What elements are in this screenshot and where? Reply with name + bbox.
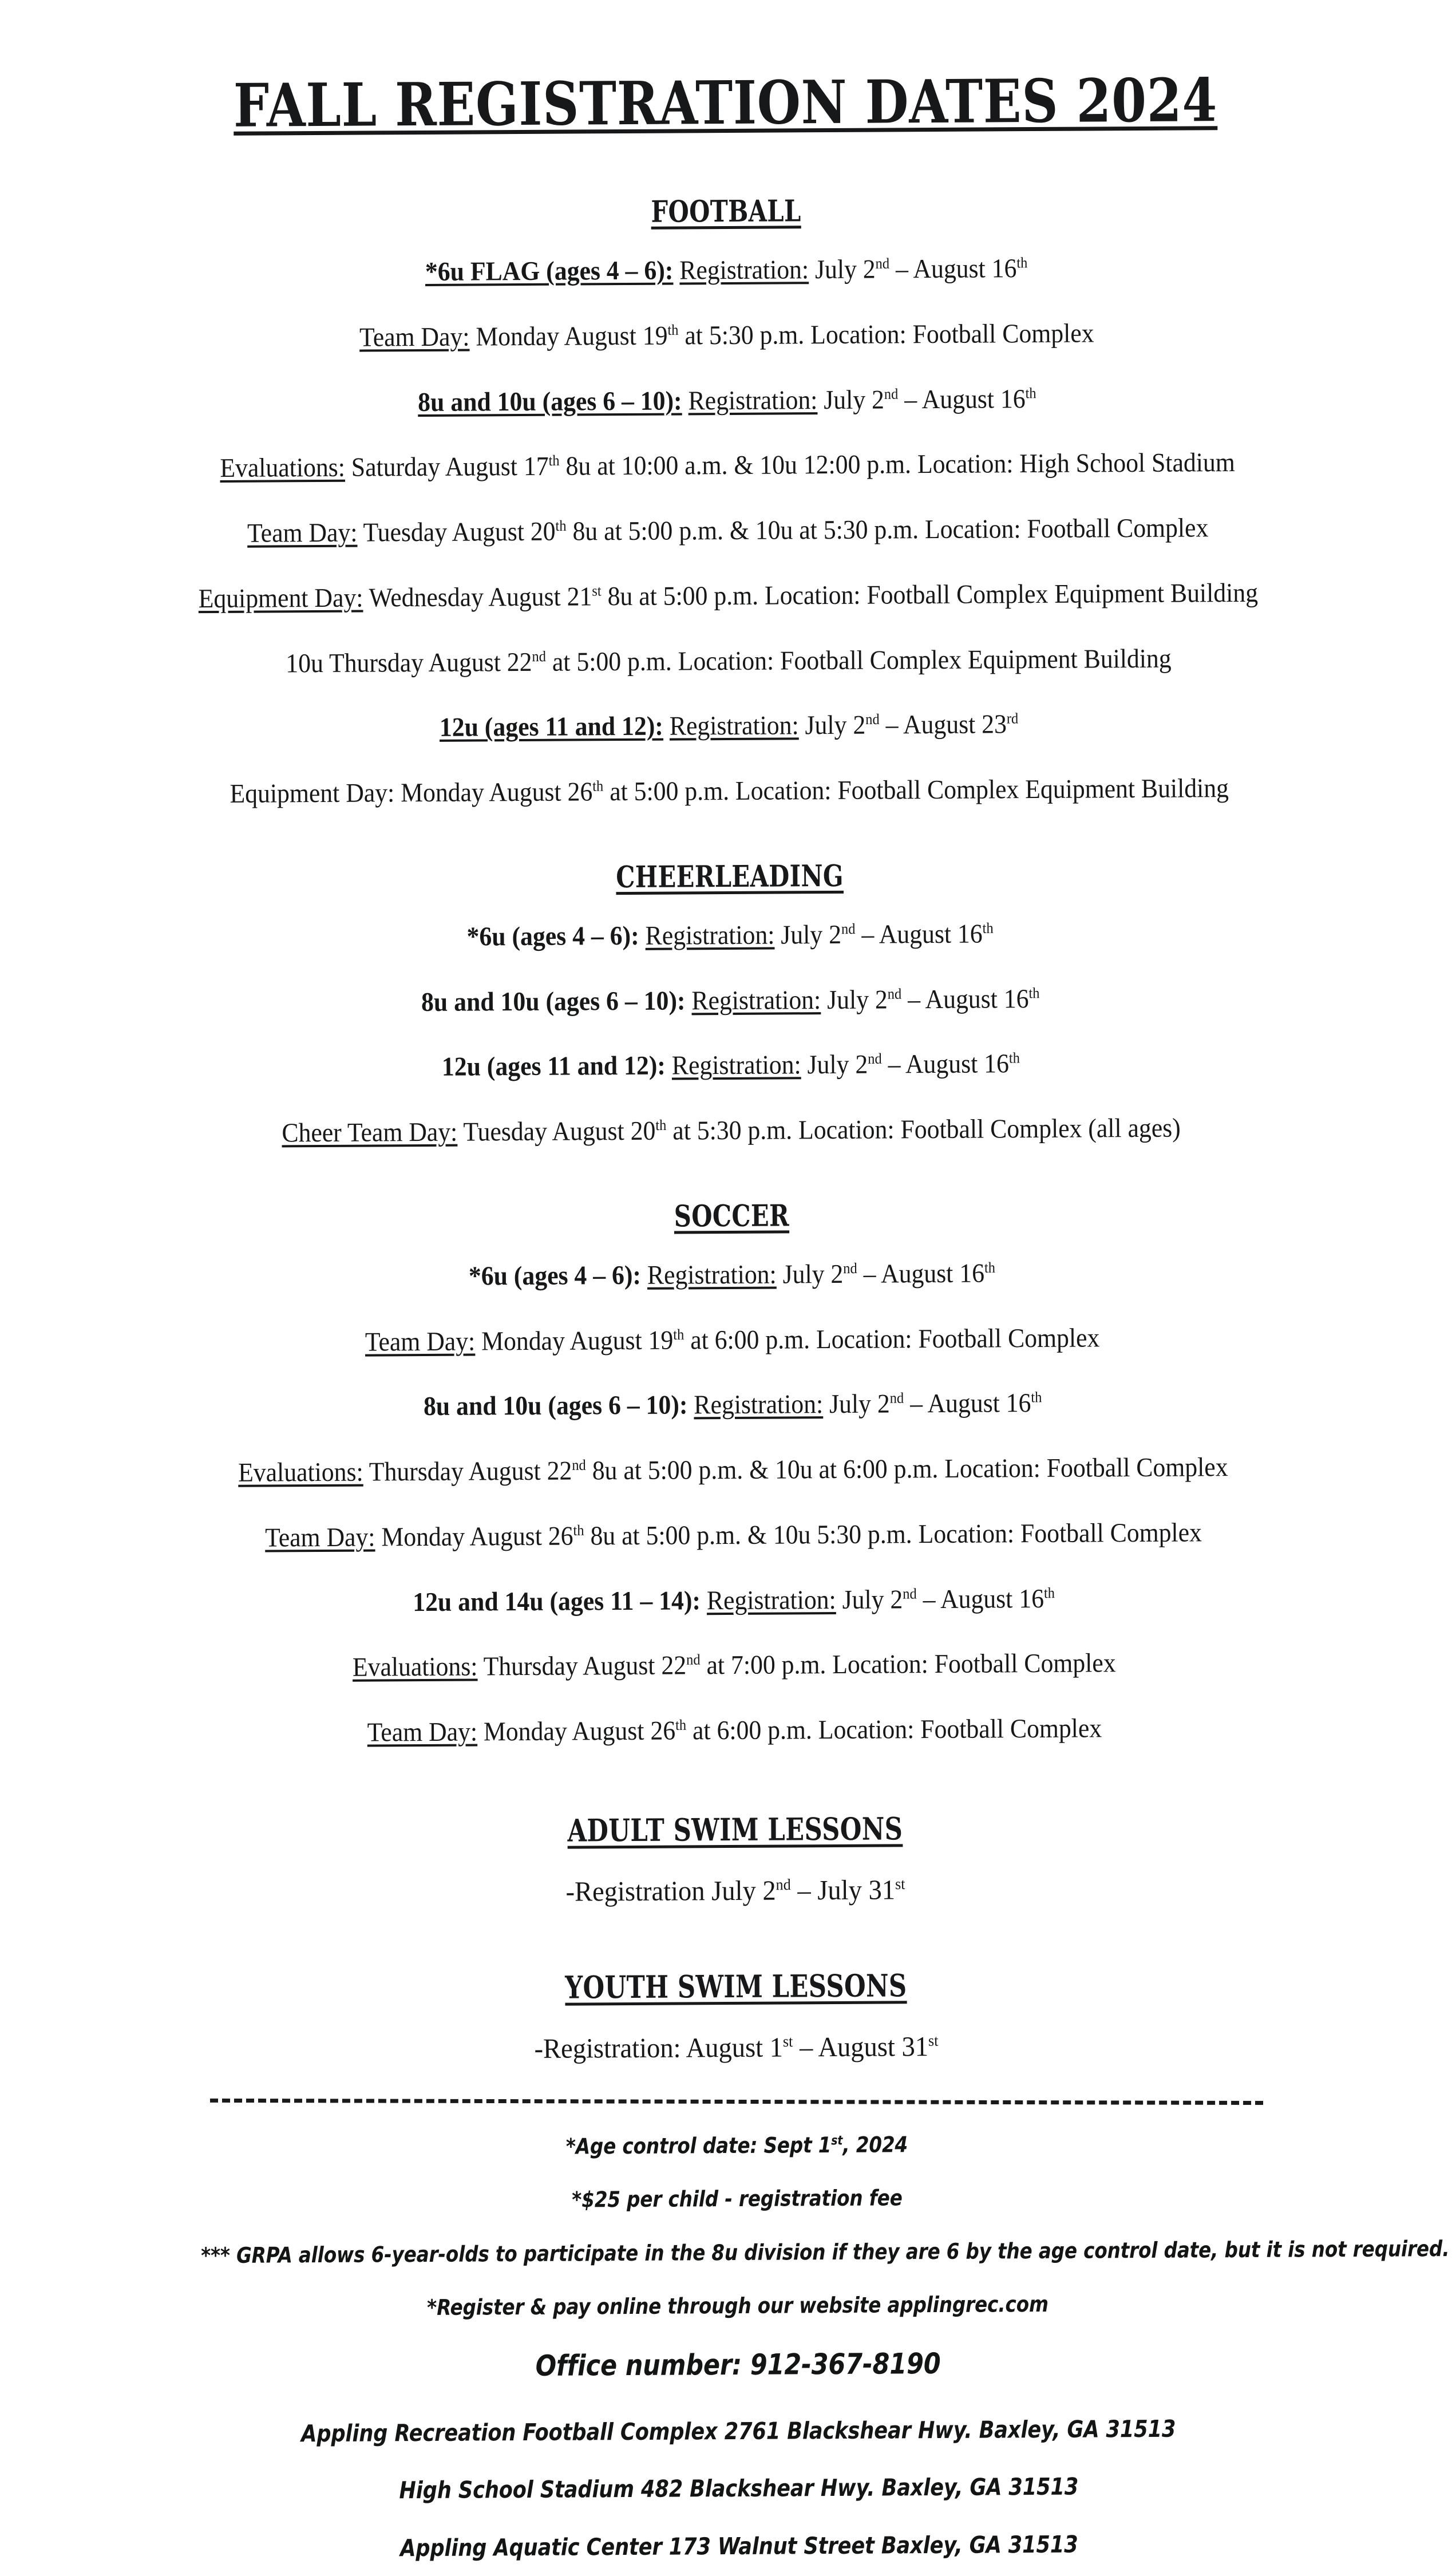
footer-line-4	[201, 2288, 1274, 2325]
detail-line-soccer-1	[152, 1253, 1312, 1297]
detail-line-cheerleading-4-run-1: Tuesday August 20	[457, 1116, 656, 1147]
detail-line-football-5-run-1: Tuesday August 20	[357, 516, 556, 548]
detail-line-football-3-run-3: July 2	[817, 385, 885, 415]
detail-line-soccer-7	[154, 1643, 1315, 1688]
detail-line-cheerleading-2-run-0: 8u and 10u (ages 6 – 10):	[421, 986, 686, 1017]
detail-line-football-4-run-3: 8u at 10:00 a.m. & 10u 12:00 p.m. Location: High School Stadium	[559, 448, 1235, 482]
detail-line-cheerleading-1	[150, 913, 1311, 958]
detail-line-football-9-ordinal-suffix: th	[592, 777, 604, 795]
detail-line-adult-swim-lessons-1	[143, 1867, 1328, 1914]
detail-line-soccer-2-run-1: Monday August 19	[475, 1325, 674, 1357]
detail-line-football-3-run-1	[682, 386, 688, 416]
detail-line-soccer-1-run-3: July 2	[776, 1259, 844, 1290]
footer-line-3-run-0: *** GRPA allows 6-year-olds to participate in the 8u division if they are 6 by the age control date, but it is not required.	[200, 2235, 1450, 2268]
detail-line-football-8	[149, 704, 1309, 749]
detail-line-football-3-run-2: Registration:	[688, 385, 818, 416]
detail-line-soccer-3-run-1	[687, 1390, 694, 1420]
detail-line-football-1-run-1	[673, 256, 679, 286]
detail-line-football-7-run-2: at 5:00 p.m. Location: Football Complex Equipment Building	[545, 643, 1172, 677]
detail-line-adult-swim-lessons-1-ordinal-suffix: st	[895, 1875, 905, 1893]
detail-line-football-1-run-3: July 2	[808, 254, 876, 285]
section-adult-swim-lessons	[111, 1811, 1359, 1914]
detail-line-cheerleading-4	[151, 1108, 1312, 1153]
detail-line-football-9-run-2: at 5:00 p.m. Location: Football Complex Equipment Building	[603, 773, 1229, 807]
detail-line-cheerleading-2-run-5: – August 16	[901, 983, 1029, 1014]
detail-line-cheerleading-1-run-2: Registration:	[645, 920, 775, 951]
detail-line-soccer-3-run-0: 8u and 10u (ages 6 – 10):	[423, 1390, 688, 1422]
detail-line-soccer-1-ordinal-suffix: th	[984, 1259, 996, 1276]
section-youth-swim-lessons	[112, 1968, 1360, 2071]
detail-line-cheerleading-4-ordinal-suffix: th	[655, 1117, 667, 1134]
detail-line-cheerleading-2-run-1	[685, 986, 691, 1016]
section-cheerleading	[106, 859, 1355, 1153]
detail-line-cheerleading-3-run-3: July 2	[801, 1050, 868, 1080]
detail-line-football-8-run-0: 12u (ages 11 and 12):	[439, 711, 664, 743]
detail-line-soccer-6-run-2: Registration:	[706, 1585, 836, 1615]
detail-line-soccer-2	[152, 1318, 1313, 1362]
detail-line-soccer-8-run-3: at 6:00 p.m. Location: Football Complex	[686, 1713, 1102, 1746]
detail-line-football-6-run-1: Wednesday August 21	[363, 582, 592, 613]
detail-line-football-7	[148, 639, 1309, 684]
detail-line-soccer-6-ordinal-suffix: th	[1043, 1584, 1055, 1601]
footer-line-6	[202, 2411, 1275, 2451]
detail-line-football-2-run-3: at 5:30 p.m. Location: Football Complex	[678, 318, 1094, 351]
detail-line-football-8-ordinal-suffix: nd	[865, 711, 880, 728]
detail-line-football-9-run-0: Equipment Day: Monday August 26	[230, 777, 593, 809]
detail-line-football-5-ordinal-suffix: th	[555, 517, 567, 535]
detail-line-football-2	[147, 313, 1307, 358]
detail-line-football-1-run-0: *6u FLAG (ages 4 – 6):	[425, 255, 674, 287]
detail-line-youth-swim-lessons-1-run-2: – August 31	[793, 2030, 929, 2063]
detail-line-soccer-2-run-0: Team Day:	[365, 1326, 476, 1357]
detail-line-cheerleading-3-run-2: Registration:	[671, 1050, 801, 1081]
detail-line-football-6-run-3: 8u at 5:00 p.m. Location: Football Complex Equipment Building	[601, 578, 1259, 612]
detail-line-football-8-run-2: Registration:	[669, 710, 799, 741]
detail-line-soccer-2-ordinal-suffix: th	[673, 1326, 685, 1343]
detail-line-soccer-8	[155, 1708, 1315, 1753]
detail-line-soccer-3-run-5: – August 16	[904, 1388, 1031, 1419]
detail-line-adult-swim-lessons-1-run-2: – July 31	[790, 1874, 896, 1906]
detail-line-soccer-1-run-2: Registration:	[647, 1259, 777, 1290]
detail-line-football-1-run-2: Registration:	[679, 255, 809, 286]
footer-line-3	[200, 2234, 1450, 2271]
detail-line-football-6-run-0: Equipment Day:	[198, 583, 363, 614]
detail-line-soccer-3-run-2: Registration:	[694, 1389, 824, 1420]
detail-line-cheerleading-1-run-5: – August 16	[855, 919, 983, 950]
detail-line-football-3-run-5: – August 16	[898, 384, 1026, 414]
detail-line-football-2-run-1: Monday August 19	[469, 321, 668, 352]
footer-line-7-run-0: High School Stadium 482 Blackshear Hwy. Baxley, GA 31513	[399, 2473, 1079, 2504]
detail-line-soccer-1-ordinal-suffix: nd	[843, 1260, 857, 1277]
detail-line-youth-swim-lessons-1-ordinal-suffix: st	[782, 2033, 793, 2051]
section-heading-football: FOOTBALL	[651, 193, 801, 230]
sections-container	[102, 193, 1360, 2071]
section-heading-cheerleading: CHEERLEADING	[616, 858, 844, 895]
section-soccer	[108, 1198, 1358, 1753]
detail-line-soccer-3-run-3: July 2	[823, 1389, 890, 1420]
footer-line-5-run-0: Office number: 912-367-8190	[535, 2346, 941, 2383]
detail-line-cheerleading-3-run-5: – August 16	[881, 1049, 1010, 1080]
detail-line-soccer-5-run-3: 8u at 5:00 p.m. & 10u 5:30 p.m. Location: Football Complex	[584, 1518, 1202, 1551]
footer-line-1	[200, 2127, 1273, 2164]
footer-line-1-run-0: *Age control date: Sept 1	[565, 2132, 832, 2159]
detail-line-football-1-ordinal-suffix: nd	[875, 255, 890, 272]
detail-line-soccer-1-run-1	[641, 1261, 647, 1290]
detail-line-football-1-ordinal-suffix: th	[1016, 254, 1028, 271]
detail-line-football-8-run-5: – August 23	[879, 709, 1007, 740]
detail-line-soccer-4-run-3: 8u at 5:00 p.m. & 10u at 6:00 p.m. Location: Football Complex	[585, 1452, 1228, 1486]
detail-line-soccer-6-ordinal-suffix: nd	[903, 1585, 917, 1602]
section-football	[102, 193, 1353, 814]
detail-line-cheerleading-1-run-1	[639, 921, 646, 951]
detail-line-cheerleading-2	[150, 978, 1311, 1023]
detail-line-cheerleading-1-ordinal-suffix: th	[982, 919, 994, 937]
detail-line-soccer-8-run-0: Team Day:	[367, 1717, 478, 1748]
detail-line-soccer-6-run-5: – August 16	[916, 1583, 1044, 1614]
detail-line-football-3-ordinal-suffix: nd	[884, 385, 899, 402]
detail-line-cheerleading-1-ordinal-suffix: nd	[841, 920, 856, 938]
detail-line-soccer-5-ordinal-suffix: th	[573, 1522, 584, 1539]
detail-line-football-4	[147, 444, 1308, 488]
detail-line-soccer-4-run-0: Evaluations:	[238, 1457, 363, 1488]
section-heading-soccer: SOCCER	[674, 1198, 790, 1234]
detail-line-soccer-6-run-1	[701, 1586, 707, 1615]
footer-line-2-run-0: *$25 per child - registration fee	[572, 2185, 903, 2213]
detail-line-adult-swim-lessons-1-run-0: -Registration July 2	[565, 1874, 776, 1907]
detail-line-soccer-4	[153, 1448, 1313, 1493]
detail-line-soccer-7-run-3: at 7:00 p.m. Location: Football Complex	[700, 1648, 1116, 1681]
detail-line-soccer-1-run-0: *6u (ages 4 – 6):	[468, 1260, 642, 1291]
detail-line-football-1-run-5: – August 16	[889, 254, 1017, 285]
detail-line-soccer-6-run-0: 12u and 14u (ages 11 – 14):	[413, 1585, 701, 1617]
section-heading-adult-swim-lessons: ADULT SWIM LESSONS	[567, 1810, 903, 1849]
flyer-content	[101, 0, 1450, 2567]
footer-line-8	[203, 2527, 1276, 2567]
footer-line-4-run-0: *Register & pay online through our website applingrec.com	[427, 2291, 1049, 2321]
detail-line-soccer-4-run-1: Thursday August 22	[363, 1456, 572, 1487]
detail-line-soccer-6-run-3: July 2	[836, 1585, 903, 1615]
detail-line-football-5-run-3: 8u at 5:00 p.m. & 10u at 5:30 p.m. Location: Football Complex	[566, 513, 1209, 547]
detail-line-football-3	[147, 378, 1308, 423]
detail-line-cheerleading-1-run-0: *6u (ages 4 – 6):	[466, 920, 639, 952]
detail-line-adult-swim-lessons-1-ordinal-suffix: nd	[776, 1875, 791, 1893]
footer-line-6-run-0: Appling Recreation Football Complex 2761 Blackshear Hwy. Baxley, GA 31513	[301, 2415, 1176, 2447]
footer-line-2	[200, 2180, 1273, 2218]
detail-line-soccer-5-run-0: Team Day:	[264, 1522, 375, 1553]
detail-line-cheerleading-1-run-3: July 2	[774, 919, 842, 950]
detail-line-football-1	[146, 248, 1307, 293]
detail-line-cheerleading-3-ordinal-suffix: nd	[868, 1050, 882, 1068]
detail-line-football-8-ordinal-suffix: rd	[1006, 710, 1019, 727]
detail-line-cheerleading-4-run-3: at 5:30 p.m. Location: Football Complex (all ages)	[666, 1113, 1181, 1146]
detail-line-soccer-8-ordinal-suffix: th	[675, 1716, 687, 1734]
detail-line-soccer-8-run-1: Monday August 26	[477, 1716, 676, 1747]
detail-line-cheerleading-4-run-0: Cheer Team Day:	[282, 1117, 458, 1148]
detail-line-youth-swim-lessons-1	[144, 2024, 1329, 2071]
detail-line-soccer-4-ordinal-suffix: nd	[572, 1456, 586, 1474]
detail-line-football-4-run-0: Evaluations:	[220, 453, 346, 484]
detail-line-cheerleading-2-ordinal-suffix: nd	[887, 985, 902, 1002]
section-heading-youth-swim-lessons: YOUTH SWIM LESSONS	[565, 1967, 907, 2006]
detail-line-football-3-ordinal-suffix: th	[1025, 384, 1036, 402]
detail-line-football-5-run-0: Team Day:	[247, 517, 358, 548]
detail-line-cheerleading-3	[151, 1044, 1311, 1088]
detail-line-soccer-5	[153, 1513, 1314, 1558]
detail-line-cheerleading-2-run-2: Registration:	[691, 985, 821, 1016]
footer-line-8-run-0: Appling Aquatic Center 173 Walnut Street Baxley, GA 31513	[400, 2530, 1078, 2562]
detail-line-cheerleading-2-run-3: July 2	[821, 985, 888, 1015]
detail-line-football-9	[149, 769, 1309, 813]
footer-line-5	[201, 2341, 1275, 2388]
detail-line-soccer-6	[153, 1578, 1314, 1623]
detail-line-cheerleading-3-ordinal-suffix: th	[1008, 1049, 1020, 1067]
footer-line-1-run-2: , 2024	[842, 2131, 908, 2158]
detail-line-soccer-7-ordinal-suffix: nd	[686, 1652, 701, 1669]
detail-line-football-7-ordinal-suffix: nd	[532, 647, 547, 665]
dashed-divider	[210, 2099, 1263, 2105]
detail-line-football-7-run-0: 10u Thursday August 22	[286, 647, 532, 678]
detail-line-football-4-ordinal-suffix: th	[548, 452, 560, 469]
detail-line-cheerleading-3-run-0: 12u (ages 11 and 12):	[441, 1051, 666, 1082]
footer-line-7	[202, 2469, 1275, 2509]
page-title: FALL REGISTRATION DATES 2024	[233, 65, 1218, 141]
detail-line-soccer-7-run-0: Evaluations:	[352, 1652, 478, 1683]
detail-line-soccer-3-ordinal-suffix: nd	[889, 1390, 904, 1407]
detail-line-football-6	[148, 574, 1308, 618]
detail-line-football-6-ordinal-suffix: st	[592, 582, 602, 599]
detail-line-football-8-run-3: July 2	[798, 710, 866, 741]
detail-line-soccer-5-run-1: Monday August 26	[375, 1521, 573, 1552]
detail-line-youth-swim-lessons-1-run-0: -Registration: August 1	[534, 2031, 784, 2065]
detail-line-football-2-run-0: Team Day:	[359, 322, 470, 353]
detail-line-youth-swim-lessons-1-ordinal-suffix: st	[928, 2032, 939, 2049]
detail-line-football-8-run-1	[663, 712, 670, 741]
detail-line-cheerleading-2-ordinal-suffix: th	[1028, 984, 1040, 1002]
detail-line-football-4-run-1: Saturday August 17	[345, 452, 549, 483]
detail-line-football-3-run-0: 8u and 10u (ages 6 – 10):	[418, 386, 682, 417]
detail-line-soccer-3-ordinal-suffix: th	[1031, 1389, 1042, 1406]
detail-line-cheerleading-3-run-1	[666, 1051, 672, 1081]
detail-line-soccer-2-run-3: at 6:00 p.m. Location: Football Complex	[684, 1323, 1100, 1356]
footer-block	[113, 2127, 1450, 2568]
footer-line-1-ordinal-suffix: st	[831, 2133, 843, 2148]
detail-line-soccer-1-run-5: – August 16	[857, 1258, 985, 1289]
detail-line-soccer-7-run-1: Thursday August 22	[477, 1650, 687, 1682]
detail-line-football-2-ordinal-suffix: th	[667, 321, 679, 338]
detail-line-soccer-3	[152, 1383, 1313, 1428]
detail-line-football-5	[148, 508, 1308, 553]
